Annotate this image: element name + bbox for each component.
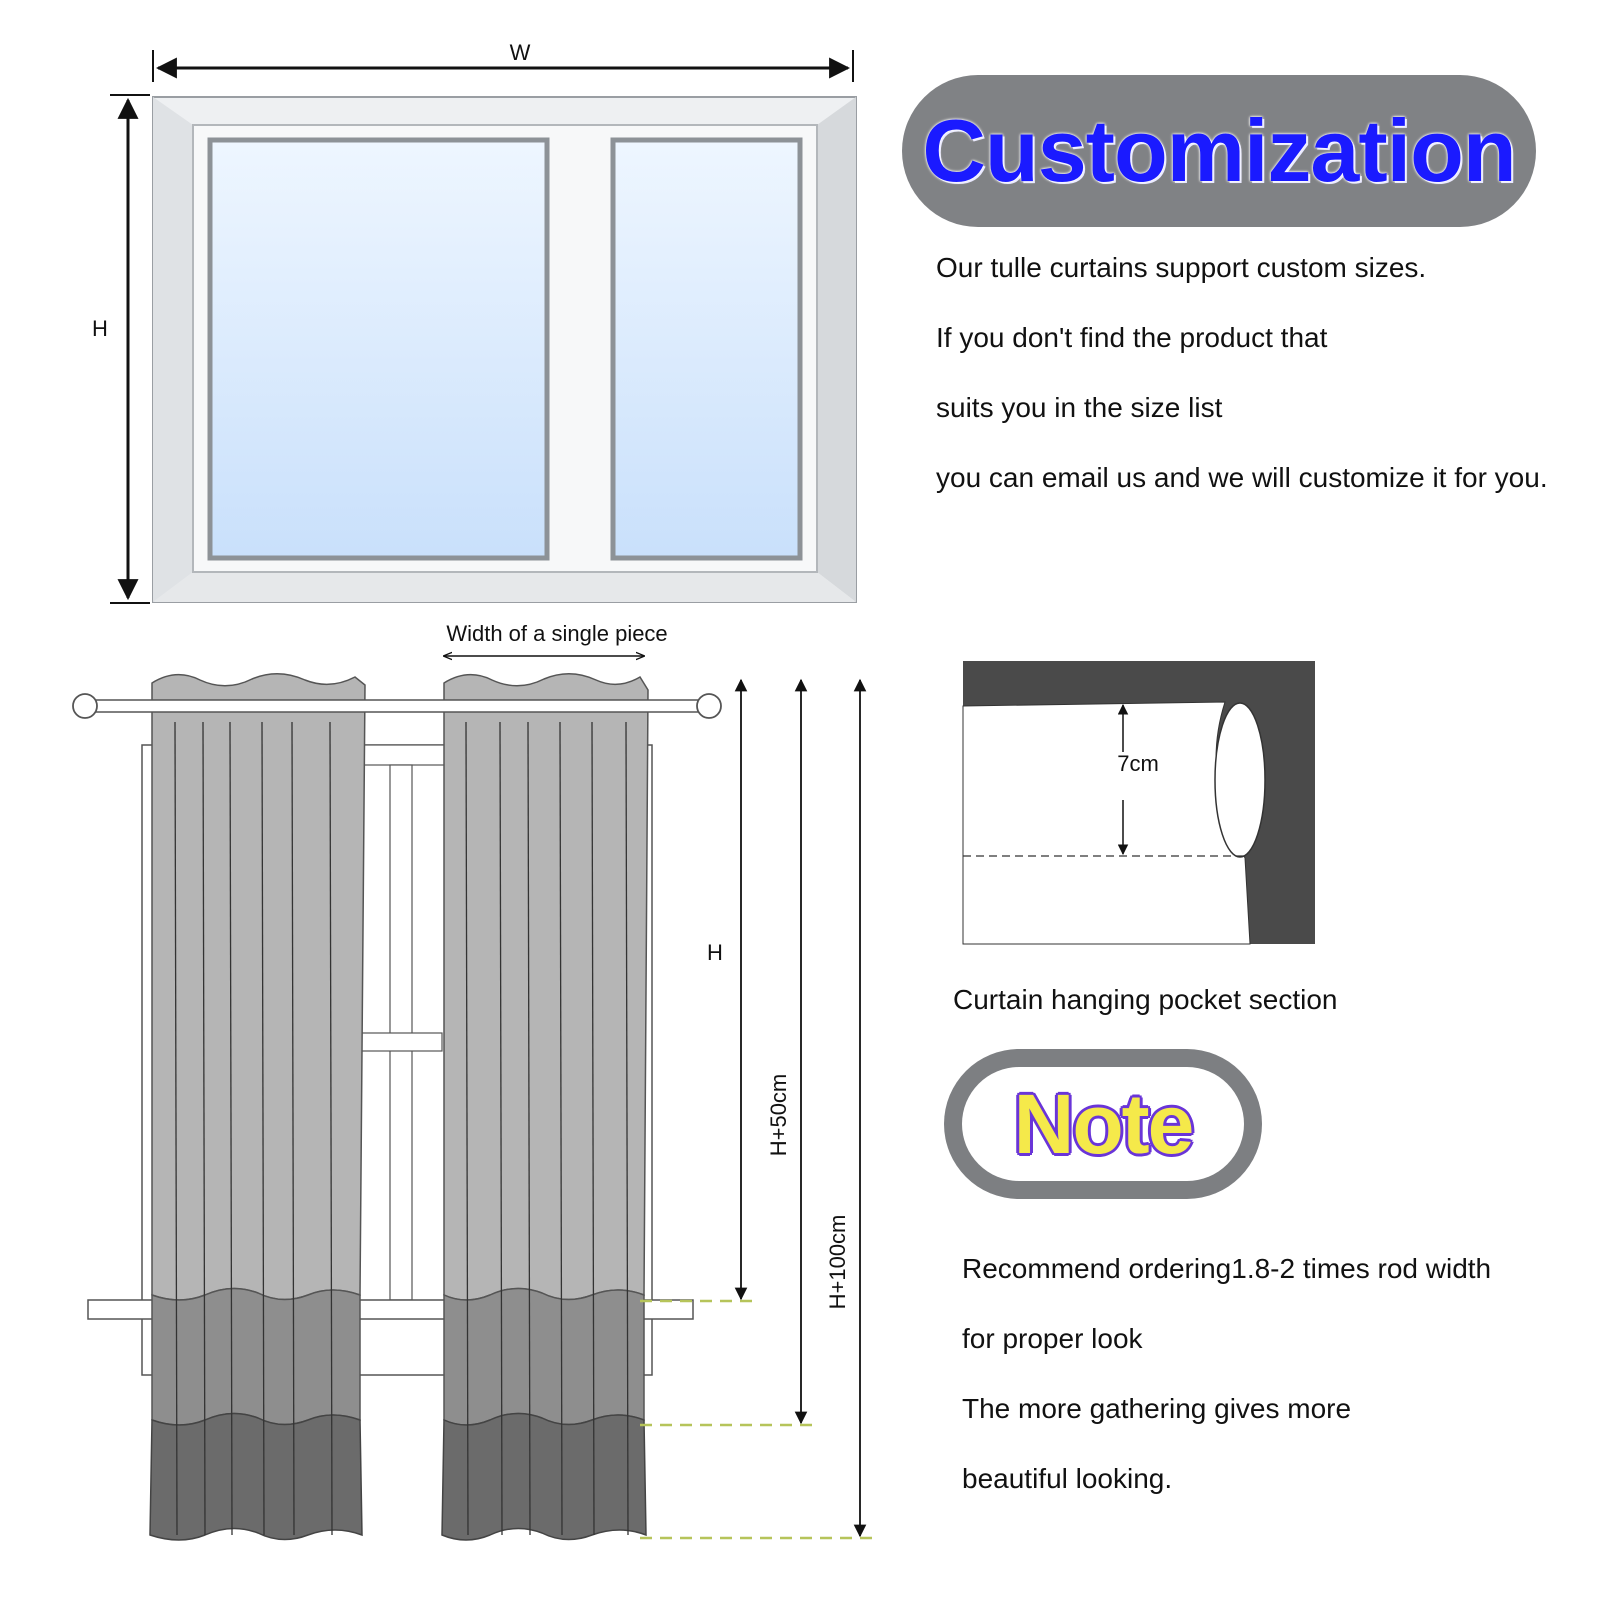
curtain-left-upper [152, 674, 365, 1300]
pocket-measure-label: 7cm [1117, 751, 1159, 776]
window-bevel-bottom [153, 572, 856, 602]
customization-line-3: suits you in the size list [936, 392, 1223, 423]
note-title: Note [1013, 1077, 1193, 1171]
customization-line-1: Our tulle curtains support custom sizes. [936, 252, 1427, 283]
curtain-right-middle [444, 1288, 644, 1425]
customization-title: Customization [922, 101, 1516, 200]
window-pane-left [210, 140, 547, 558]
note-line-2: for proper look [962, 1323, 1143, 1354]
window-diagram [92, 40, 856, 603]
customization-line-2: If you don't find the product that [936, 322, 1328, 353]
note-line-3: The more gathering gives more [962, 1393, 1352, 1424]
single-width-label: Width of a single piece [446, 621, 668, 646]
curtain-right-upper [444, 674, 648, 1300]
curtain-height-label: H [707, 940, 723, 965]
window-bevel-left [153, 97, 193, 602]
pocket-tube-end [1215, 703, 1265, 857]
curtain-rod-finial-left [73, 694, 97, 718]
pocket-section-diagram [963, 661, 1315, 944]
behind-window-mid-rail [360, 1033, 442, 1051]
curtain-right-bottom [442, 1413, 646, 1540]
window-height-label: H [92, 316, 108, 341]
customization-line-4: you can email us and we will customize it for you. [936, 462, 1548, 493]
note-line-4: beautiful looking. [962, 1463, 1173, 1494]
curtain-height-100-label: H+100cm [825, 1214, 850, 1310]
curtain-panel-left [150, 674, 365, 1540]
pocket-caption: Curtain hanging pocket section [953, 984, 1338, 1015]
note-line-1: Recommend ordering1.8-2 times rod width [962, 1253, 1492, 1284]
window-pane-right [613, 140, 800, 558]
window-width-label: W [509, 40, 531, 65]
curtain-rod-finial-right [697, 694, 721, 718]
curtain-left-middle [152, 1288, 360, 1425]
window-bevel-right [817, 97, 856, 602]
curtain-left-bottom [150, 1413, 362, 1540]
curtain-rod [85, 700, 709, 712]
curtain-panel-right [442, 674, 648, 1540]
pocket-fabric [963, 702, 1250, 944]
curtain-height-50-label: H+50cm [766, 1073, 791, 1157]
curtain-diagram [73, 621, 880, 1540]
